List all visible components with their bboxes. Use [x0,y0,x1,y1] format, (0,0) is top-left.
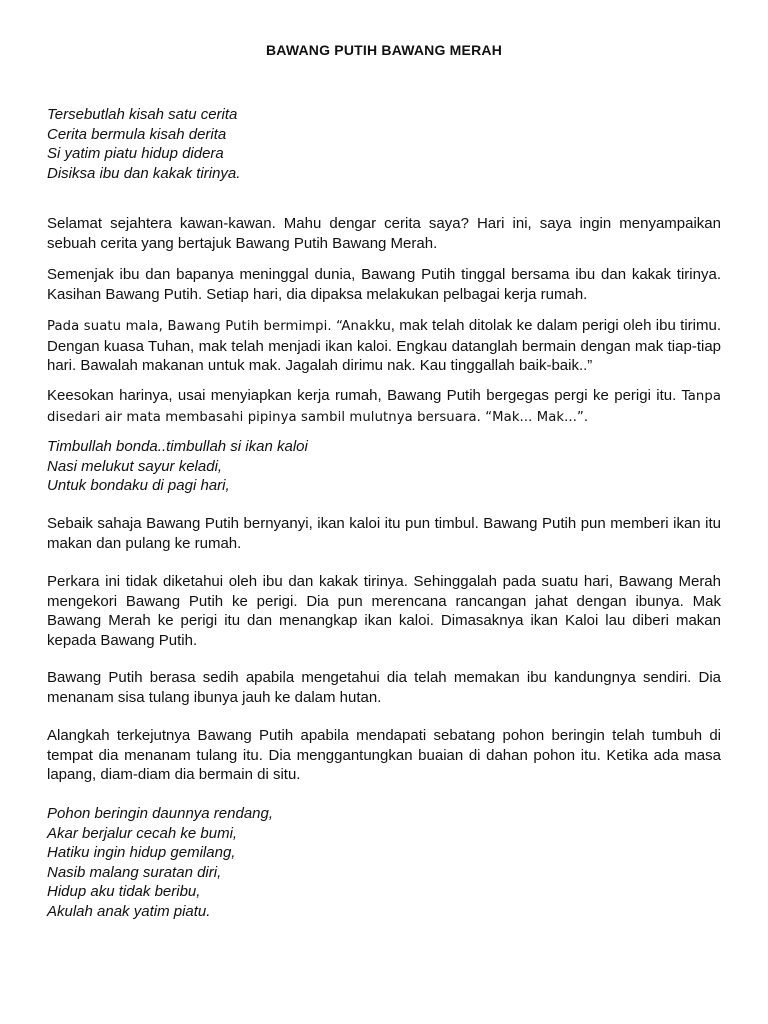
verse-line: Timbullah bonda..timbullah si ikan kaloi [47,438,308,455]
paragraph-orphan: Semenjak ibu dan bapanya meninggal dunia, Bawang Putih tinggal bersama ibu dan kakak tirinya. Kasihan Bawang Putih. Setiap hari, dia dipaksa melakukan pelbagai kerja rumah. [47,266,721,303]
tears-text: Tanpa disedari air mata membasahi pipinya sambil mulutnya bersuara. “Mak... Mak...”. [47,389,721,425]
paragraph-next-day [47,386,721,427]
verse-line: Cerita bermula kisah derita [47,125,227,143]
verse-line: Disiksa ibu dan kakak tirinya. [47,164,241,182]
verse-line: Tersebutlah kisah satu cerita [47,106,238,123]
next-day-text: Keesokan harinya, usai menyiapkan kerja rumah, Bawang Putih bergegas pergi ke perigi itu. [47,387,677,404]
verse-line: Si yatim piatu hidup didera [47,145,224,163]
paragraph-greeting: Selamat sejahtera kawan-kawan. Mahu dengar cerita saya? Hari ini, saya ingin menyampaikan sebuah cerita yang bertajuk Bawang Putih Bawang Merah. [47,215,721,252]
document-title: BAWANG PUTIH BAWANG MERAH [266,42,502,58]
closing-verse [47,804,721,922]
verse-line: Hatiku ingin hidup gemilang, [47,844,236,862]
paragraph-betrayal: Perkara ini tidak diketahui oleh ibu dan kakak tirinya. Sehinggalah pada suatu hari, Bawang Merah mengekori Bawang Putih ke perigi. Dia pun merencana rancangan jahat dengan ibunya. Mak Bawang Merah ke perigi itu dan menangkap ikan kaloi. Dimasaknya ikan Kaloi lau diberi makan kepada Bawang Putih. [47,573,721,649]
paragraph-dream [47,316,721,376]
verse-line: Pohon beringin daunnya rendang, [47,805,274,822]
verse-line: Akar berjalur cecah ke bumi, [47,824,238,842]
opening-verse [47,105,721,183]
verse-line: Nasi melukut sayur keladi, [47,457,223,475]
verse-line: Nasib malang suratan diri, [47,863,222,881]
paragraph-banyan-tree: Alangkah terkejutnya Bawang Putih apabila mendapati sebatang pohon beringin telah tumbuh di tempat dia menanam tulang itu. Dia menggantungkan buaian di dahan pohon itu. Ketika ada masa lapang, diam-diam dia bermain di situ. [47,727,721,784]
song-verse [47,437,721,496]
paragraph-grief: Bawang Putih berasa sedih apabila mengetahui dia telah memakan ibu kandungnya sendiri. Dia menanam sisa tulang ibunya jauh ke dalam hutan. [47,669,721,706]
paragraph-fish-appears: Sebaik sahaja Bawang Putih bernyanyi, ikan kaloi itu pun timbul. Bawang Putih pun memberi ikan itu makan dan pulang ke rumah. [47,515,721,552]
verse-line: Untuk bondaku di pagi hari, [47,477,230,495]
dream-intro-text: Pada suatu mala, Bawang Putih bermimpi. “Anak [47,319,375,334]
verse-line: Hidup aku tidak beribu, [47,883,201,901]
verse-line: Akulah anak yatim piatu. [47,902,211,920]
dream-message-text: ku, mak telah ditolak ke dalam perigi oleh ibu tirimu. Dengan kuasa Tuhan, mak telah menjadi ikan kaloi. Engkau datanglah bermain dengan mak tiap-tiap hari. Bawalah makanan untuk mak. Jagalah dirimu nak. Kau tinggallah baik-baik..” [47,317,721,375]
